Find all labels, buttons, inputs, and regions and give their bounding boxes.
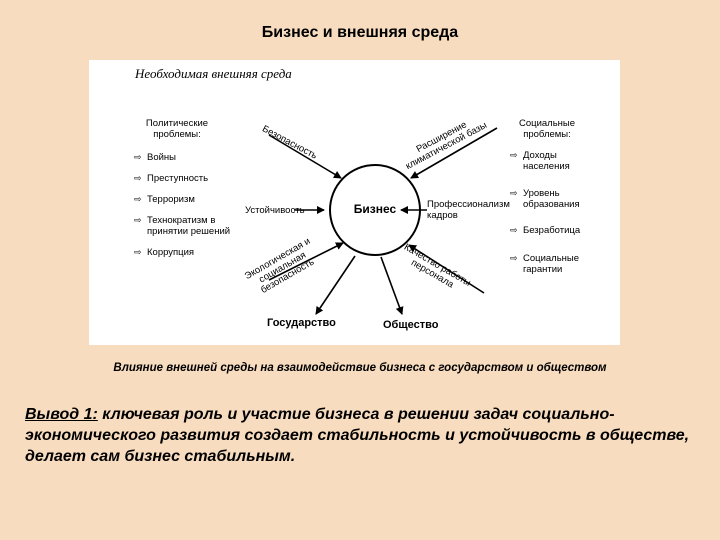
- political-item: ⇨ Коррупция: [134, 247, 195, 258]
- political-title: Политические проблемы:: [145, 118, 209, 140]
- conclusion-body: ключевая роль и участие бизнеса в решении задач социально-экономического развития создает стабильность и устойчивость в обществе, делает сам бизнес стабильным.: [25, 406, 690, 465]
- figure-caption: Влияние внешней среды на взаимодействие бизнеса с государством и обществом: [113, 362, 607, 374]
- diagram-heading: Необходимая внешняя среда: [135, 66, 292, 81]
- social-item: ⇨ Доходы населения: [510, 150, 570, 172]
- factor-professionalism: Профессионализм кадров: [427, 199, 510, 221]
- political-item: ⇨ Преступность: [134, 173, 209, 184]
- arrow-bullet-icon: ⇨: [134, 194, 142, 204]
- factor-stability: Устойчивость: [245, 205, 305, 216]
- arrow-to-society: [381, 257, 402, 314]
- conclusion-text: [25, 404, 705, 467]
- social-item: ⇨ Социальные гарантии: [510, 253, 580, 275]
- arrow-bullet-icon: ⇨: [134, 173, 142, 183]
- arrow-bullet-icon: ⇨: [510, 150, 518, 160]
- society-label: Общество: [383, 319, 439, 331]
- factor-quality: Качество работы персонала: [402, 241, 473, 291]
- arrow-to-state: [316, 256, 355, 314]
- arrow-bullet-icon: ⇨: [134, 215, 142, 225]
- slide-title: Бизнес и внешняя среда: [261, 24, 459, 41]
- arrow-bullet-icon: ⇨: [510, 225, 518, 235]
- state-label: Государство: [267, 317, 336, 329]
- social-item: ⇨ Уровень образования: [510, 188, 580, 210]
- arrow-bullet-icon: ⇨: [510, 253, 518, 263]
- political-item: ⇨ Технократизм в принятии решений: [134, 215, 231, 237]
- arrow-bullet-icon: ⇨: [510, 188, 518, 198]
- arrow-bullet-icon: ⇨: [134, 152, 142, 162]
- political-item: ⇨ Войны: [134, 152, 177, 163]
- factor-eco-social: Экологическая и социальная безопасность: [242, 235, 317, 296]
- social-title: Социальные проблемы:: [518, 118, 576, 140]
- factor-security: Безопасность: [260, 123, 319, 162]
- conclusion-label: Вывод 1:: [25, 406, 98, 423]
- social-item: ⇨ Безработица: [510, 225, 581, 236]
- political-item: ⇨ Терроризм: [134, 194, 195, 205]
- arrow-bullet-icon: ⇨: [134, 247, 142, 257]
- diagram-figure: [89, 60, 620, 345]
- factor-climate: Расширение климатической базы: [403, 119, 489, 173]
- business-label: Бизнес: [353, 202, 397, 216]
